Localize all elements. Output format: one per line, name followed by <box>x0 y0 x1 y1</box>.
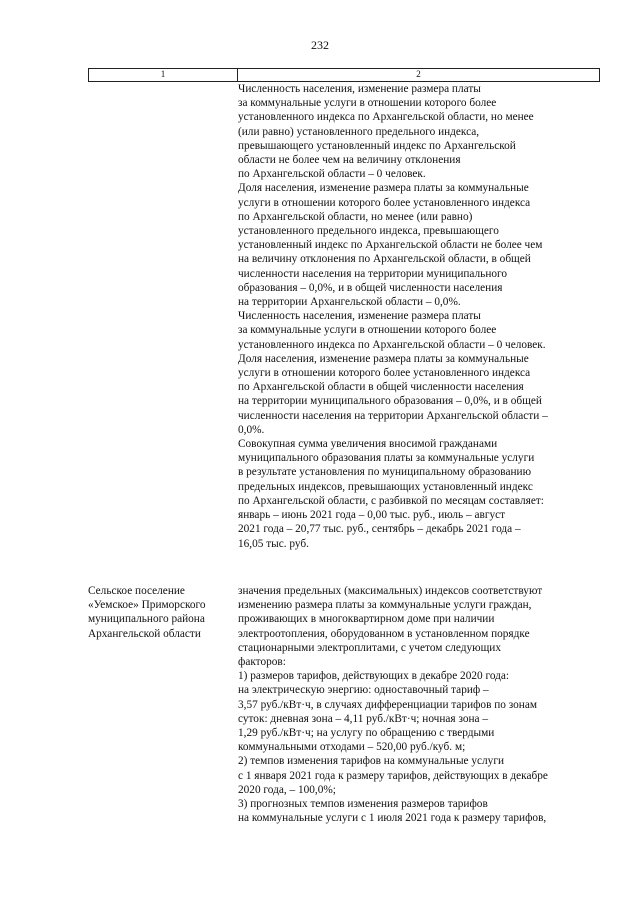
row-1-text-line: установленный индекс по Архангельской области не более чем <box>238 239 543 252</box>
row-1-text-line: услуги в отношении которого более установленного индекса <box>238 196 531 209</box>
row-1-text-line: на величину отклонения по Архангельской области, в общей <box>238 253 531 266</box>
row-1-text-line: численности населения на территории Архангельской области – <box>238 409 548 422</box>
row-1-text-line: по Архангельской области в общей численности населения <box>238 381 524 394</box>
row-1-text-line: предельных индексов, превышающих установленный индекс <box>238 480 533 493</box>
row-1-text-line: установленного индекса по Архангельской области – 0 человек. <box>238 338 546 351</box>
row-2-text-line: факторов: <box>238 656 286 669</box>
municipality-name-line: Архангельской области <box>88 627 201 640</box>
row-2-text-line: стационарными электроплитами, с учетом следующих <box>238 641 501 654</box>
row-2-text-line: 1,29 руб./кВт·ч; на услугу по обращению с твердыми <box>238 727 495 740</box>
header-col-1: 1 <box>89 69 238 81</box>
row-1-text-line: области не более чем на величину отклонения <box>238 154 461 167</box>
row-1-text-line: Численность населения, изменение размера платы <box>238 83 481 95</box>
row-2-text-line: с 1 января 2021 года к размеру тарифов, действующих в декабре <box>238 769 548 782</box>
row-1-text-line: по Архангельской области, но менее (или равно) <box>238 210 473 223</box>
row-2-text-line: 3) прогнозных темпов изменения размеров тарифов <box>238 798 488 811</box>
row-2-text-line: изменению размера платы за коммунальные услуги граждан, <box>238 599 532 612</box>
row-1-text-line: январь – июнь 2021 года – 0,00 тыс. руб., июль – август <box>238 509 506 522</box>
municipality-name-line: Сельское поселение <box>88 585 185 597</box>
row-2-text-line: значения предельных (максимальных) индексов соответствуют <box>238 585 543 597</box>
row-1-text-line: за коммунальные услуги в отношении которого более <box>238 97 497 110</box>
row-2-text-line: на коммунальные услуги с 1 июля 2021 года к размеру тарифов, <box>238 812 547 825</box>
municipality-name-line: «Уемское» Приморского <box>88 599 206 612</box>
row-1-text-line: 2021 года – 20,77 тыс. руб., сентябрь – декабрь 2021 года – <box>238 523 521 536</box>
row-2-text-line: 3,57 руб./кВт·ч, в случаях дифференциации тарифов по зонам <box>238 698 538 711</box>
row-2-text-line: на электрическую энергию: одноставочный тариф – <box>238 684 489 697</box>
municipality-name-line: муниципального района <box>88 613 205 626</box>
row-2-text-line: 1) размеров тарифов, действующих в декабре 2020 года: <box>238 670 510 683</box>
row-1-text-line: 16,05 тыс. руб. <box>238 537 310 550</box>
row-1-text-line: муниципального образования платы за коммунальные услуги <box>238 452 535 465</box>
row-2-text-line: электроотопления, оборудованном в установленном порядке <box>238 627 530 640</box>
row-1-text-line: установленного предельного индекса, превышающего <box>238 225 499 238</box>
row-1-text-line: Совокупная сумма увеличения вносимой гражданами <box>238 438 498 451</box>
row-1-text-line: услуги в отношении которого более установленного индекса <box>238 367 531 380</box>
row-2-right-cell <box>238 584 600 825</box>
row-1-text-line: превышающего установленный индекс по Архангельской <box>238 139 516 152</box>
row-1-text-line: на территории Архангельской области – 0,0%. <box>238 296 461 309</box>
table-header-row <box>88 68 600 82</box>
row-1-text-line: за коммунальные услуги в отношении которого более <box>238 324 497 337</box>
row-1-text-line: (или равно) установленного предельного индекса, <box>238 125 480 138</box>
document-table <box>88 68 600 825</box>
row-2-left-cell <box>88 584 236 641</box>
row-1-text-line: по Архангельской области, с разбивкой по месяцам составляет: <box>238 494 544 507</box>
row-1-right-cell <box>238 82 600 551</box>
row-1-text-line: Доля населения, изменение размера платы за коммунальные <box>238 182 529 195</box>
row-2-text-line: проживающих в многоквартирном доме при наличии <box>238 613 495 626</box>
row-1-text-line: в результате установления по муниципальному образованию <box>238 466 532 479</box>
row-1-text-line: численности населения на территории муниципального <box>238 267 508 280</box>
row-2-text-line: суток: дневная зона – 4,11 руб./кВт·ч; ночная зона – <box>238 712 489 725</box>
row-2-text-line: коммунальными отходами – 520,00 руб./куб. м; <box>238 741 466 754</box>
header-col-2: 2 <box>416 69 421 79</box>
row-1-text-line: по Архангельской области – 0 человек. <box>238 168 426 181</box>
row-1-text-line: на территории муниципального образования – 0,0%, и в общей <box>238 395 542 408</box>
row-1-text-line: образования – 0,0%, и в общей численности населения <box>238 281 503 294</box>
row-1-text-line: установленного индекса по Архангельской области, но менее <box>238 111 534 124</box>
row-2-text-line: 2020 года, – 100,0%; <box>238 783 336 796</box>
row-1-text-line: Численность населения, изменение размера платы <box>238 310 481 323</box>
row-1-text-line: Доля населения, изменение размера платы за коммунальные <box>238 352 529 365</box>
row-2-text-line: 2) темпов изменения тарифов на коммунальные услуги <box>238 755 505 768</box>
row-1-text-line: 0,0%. <box>238 423 265 436</box>
page-number: 232 <box>311 38 329 52</box>
